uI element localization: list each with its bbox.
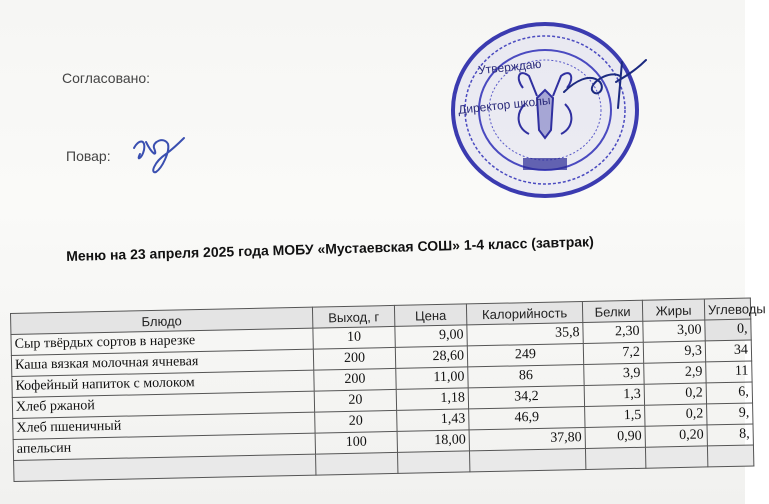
cell-yield: 20 [315, 410, 397, 433]
menu-table [10, 297, 766, 481]
cell-calories: 249 [467, 344, 583, 367]
cell-carbs: 34 [705, 340, 751, 362]
cell-yield: 10 [313, 326, 395, 349]
cell-fat: 2,9 [644, 362, 706, 384]
cook-label: Повар: [66, 148, 111, 164]
cell-carbs: 6, [706, 382, 752, 404]
cell-fat: 0,2 [645, 404, 707, 426]
col-header-calories: Калорийность [466, 302, 582, 325]
col-header-price: Цена [394, 304, 466, 327]
cell-protein: 1,3 [584, 384, 644, 406]
cell-calories: 34,2 [468, 385, 584, 408]
cell-empty [469, 448, 585, 471]
cell-price: 9,00 [395, 325, 467, 348]
col-header-protein: Белки [582, 300, 642, 322]
cell-fat: 9,3 [643, 341, 705, 363]
cell-calories: 35,8 [467, 323, 583, 346]
cell-price: 28,60 [395, 346, 467, 369]
cell-empty [707, 445, 753, 467]
cook-signature [128, 128, 198, 176]
cell-yield: 100 [315, 431, 397, 454]
cell-yield: 200 [314, 368, 396, 391]
col-header-dish: Блюдо [11, 307, 313, 334]
cell-calories: 86 [468, 364, 584, 387]
cell-protein: 2,30 [583, 321, 643, 343]
col-header-carbs: Углеводы [704, 298, 750, 320]
col-header-fat: Жиры [642, 299, 704, 321]
cell-dish: Сыр твёрдых сортов в нарезке [11, 328, 313, 355]
cell-fat: 0,2 [644, 383, 706, 405]
cell-dish: Каша вязкая молочная ячневая [11, 349, 313, 376]
cell-calories: 37,80 [469, 427, 585, 450]
approve-text: Утверждаю [477, 56, 542, 78]
cell-yield: 20 [314, 389, 396, 412]
cell-protein: 3,9 [584, 363, 644, 385]
director-signature [560, 52, 650, 112]
menu-table-wrapper [10, 298, 766, 482]
cell-carbs: 11 [706, 361, 752, 383]
col-header-yield: Выход, г [312, 305, 394, 328]
cell-empty [645, 446, 707, 468]
cell-calories: 46,9 [469, 406, 585, 429]
cell-empty [316, 452, 398, 475]
cell-price: 18,00 [397, 430, 469, 453]
cell-protein: 1,5 [585, 405, 645, 427]
cell-dish: апельсин [13, 433, 315, 460]
cell-dish: Кофейный напиток с молоком [12, 370, 314, 397]
cell-empty [398, 451, 470, 474]
cell-carbs: 0, [705, 319, 751, 341]
director-text: Директор школы [457, 93, 552, 117]
cell-price: 11,00 [396, 367, 468, 390]
menu-title: Меню на 23 апреля 2025 года МОБУ «Мустаевская СОШ» 1-4 класс (завтрак) [66, 233, 594, 264]
cell-protein: 7,2 [583, 342, 643, 364]
cell-carbs: 8, [707, 424, 753, 446]
agreed-label: Согласовано: [62, 70, 151, 86]
cell-fat: 0,20 [645, 425, 707, 447]
cell-yield: 200 [313, 347, 395, 370]
cell-dish: Хлеб пшеничный [13, 412, 315, 439]
cell-price: 1,43 [397, 409, 469, 432]
cell-carbs: 9, [707, 403, 753, 425]
cell-price: 1,18 [396, 388, 468, 411]
cell-protein: 0,90 [585, 426, 645, 448]
cell-dish: Хлеб ржаной [12, 391, 314, 418]
cell-empty [585, 447, 645, 469]
cell-fat: 3,00 [643, 320, 705, 342]
